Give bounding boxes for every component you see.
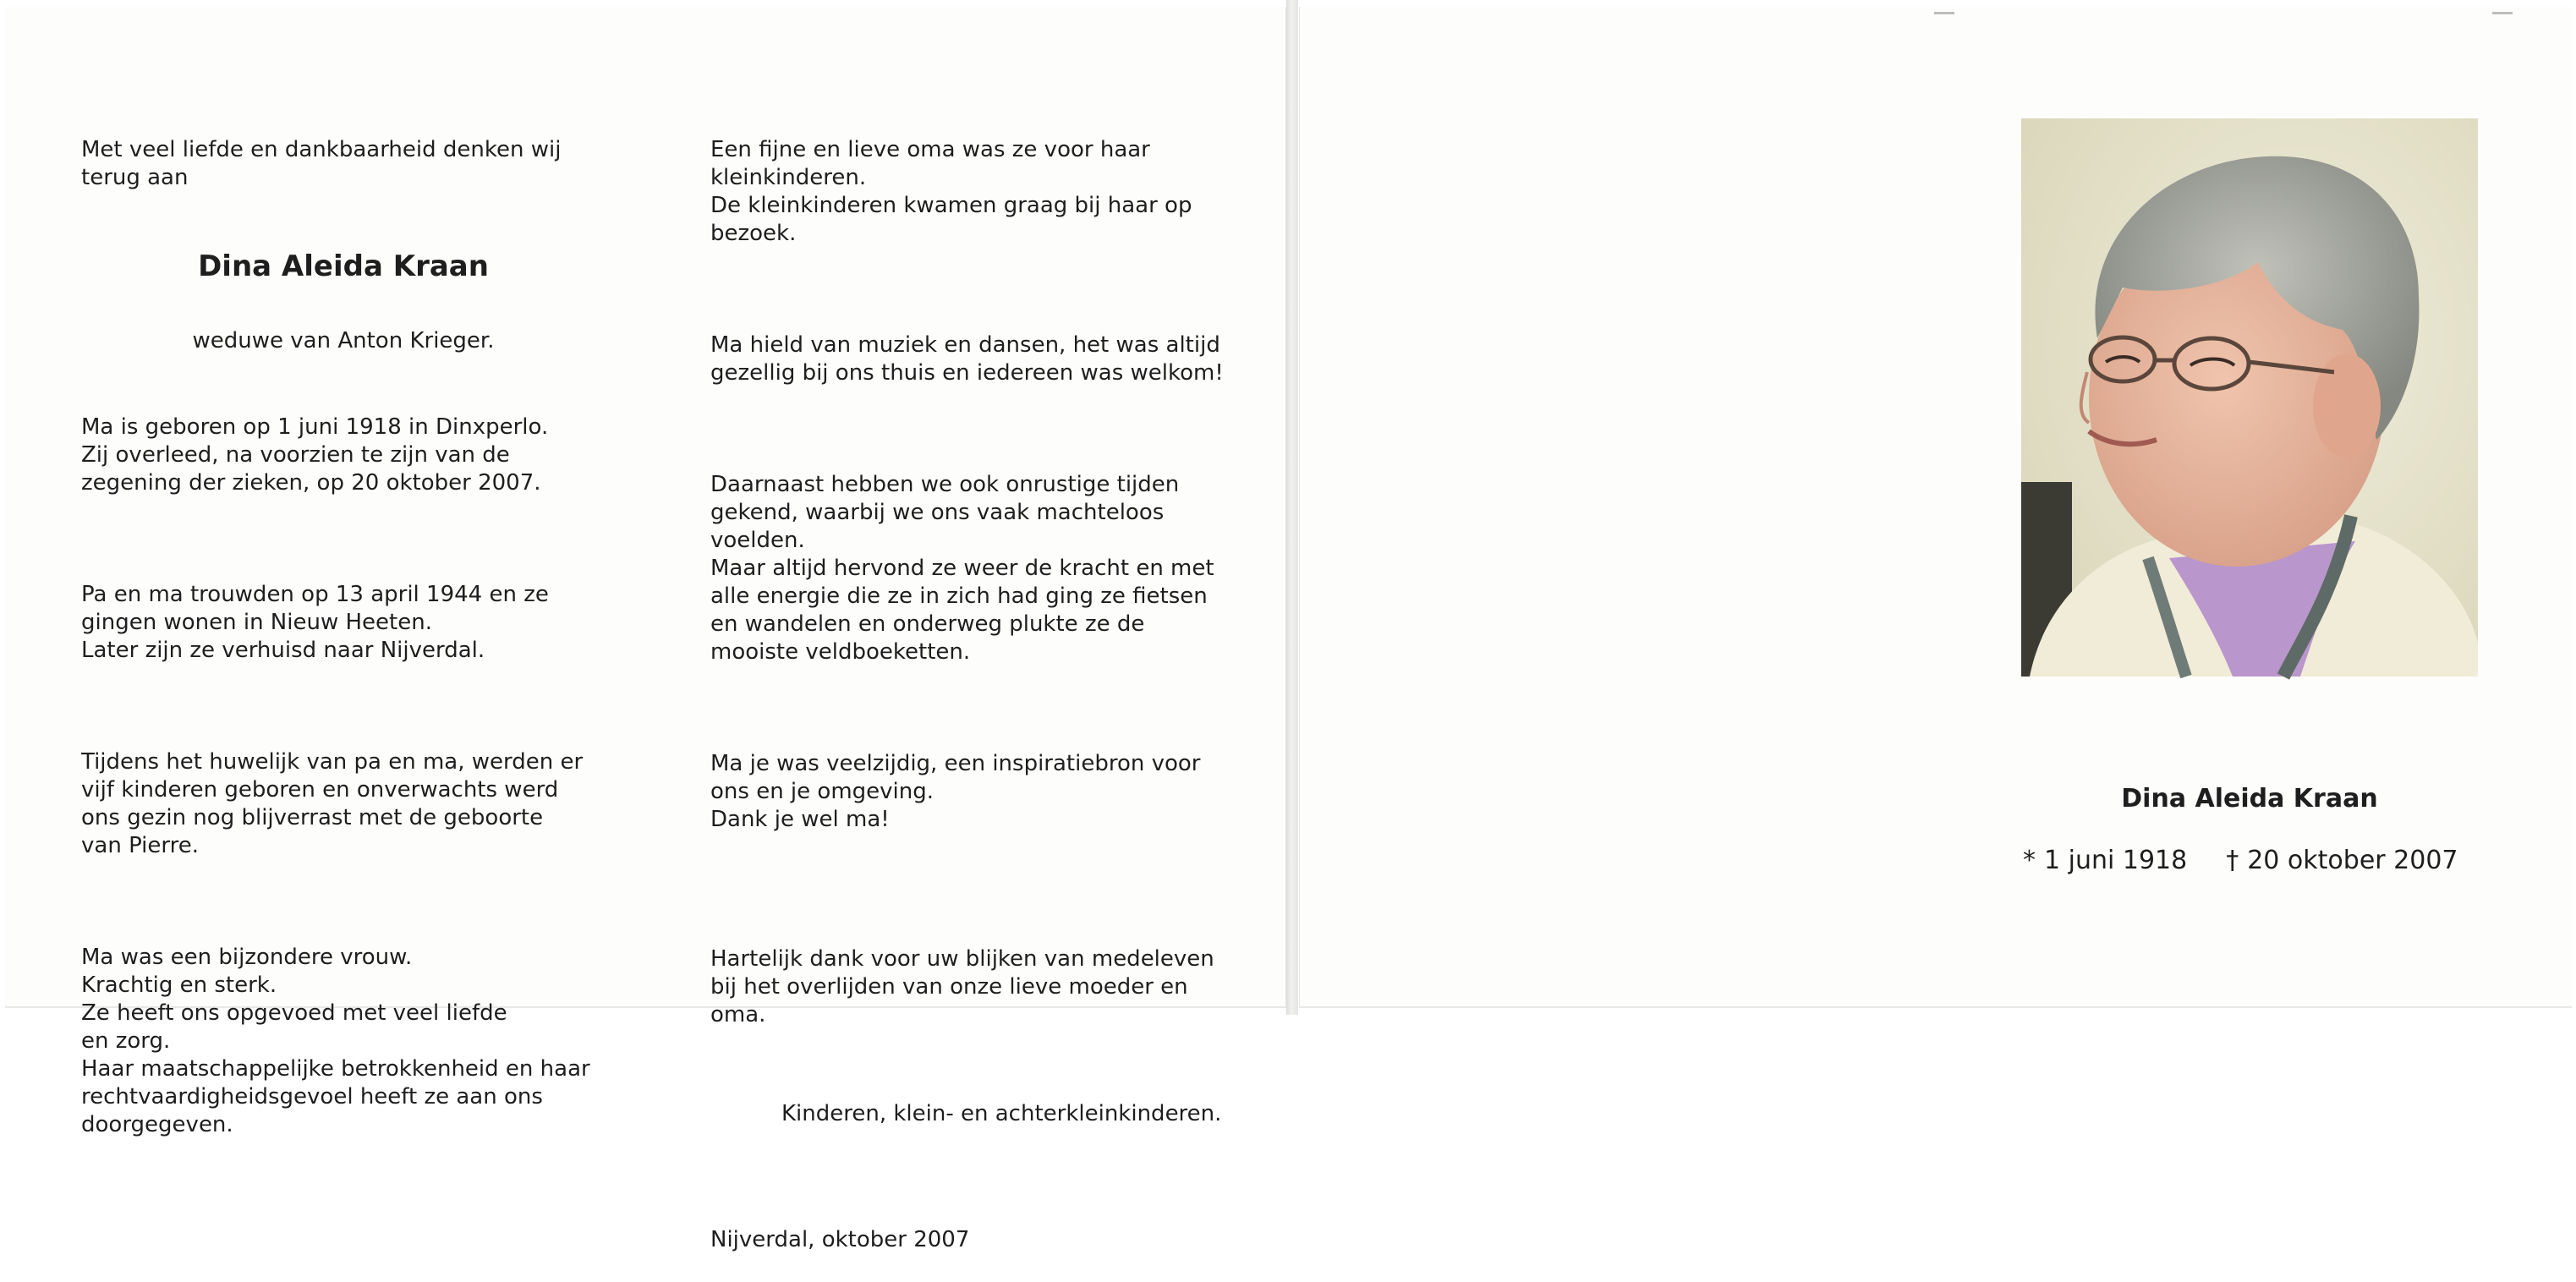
- signoff-text: Kinderen, klein- en achterkleinkinderen.: [781, 1101, 1222, 1126]
- death-date-group: [2226, 844, 2458, 878]
- deceased-name-heading: Dina Aleida Kraan: [198, 249, 489, 283]
- portrait-photo: [2021, 118, 2478, 677]
- hardship-paragraph: Daarnaast hebben we ook onrustige tijden gekend, waarbij we ons vaak machteloos voelden. Maar altijd hervond ze weer de kracht en met alle energie die ze in zich had ging ze fietsen en wandelen en onderweg plukte ze de mooiste veldboeketten.: [710, 472, 1214, 665]
- birth-paragraph: Ma is geboren op 1 juni 1918 in Dinxperlo. Zij overleed, na voorzien te zijn van de zegening der zieken, op 20 oktober 2007.: [81, 414, 549, 496]
- birth-date-group: [2023, 844, 2187, 878]
- thanks-paragraph: Hartelijk dank voor uw blijken van medeleven bij het overlijden van onze lieve moeder en oma.: [710, 946, 1214, 1027]
- widow-line: weduwe van Anton Krieger.: [192, 328, 495, 353]
- music-paragraph: Ma hield van muziek en dansen, het was altijd gezellig bij ons thuis en iedereen was welkom!: [710, 332, 1224, 386]
- character-paragraph: Ma was een bijzondere vrouw. Krachtig en sterk. Ze heeft ons opgevoed met veel liefde en zorg. Haar maatschappelijke betrokkenheid en haar rechtvaardigheidsgevoel heeft ze aan ons doorgegeven.: [81, 945, 590, 1137]
- card-fold: [1286, 0, 1298, 1015]
- grandma-paragraph: Een fijne en lieve oma was ze voor haar kleinkinderen. De kleinkinderen kwamen graag bij haar op bezoek.: [710, 137, 1192, 246]
- front-name-text: Dina Aleida Kraan: [2121, 784, 2378, 814]
- birth-date: 1 juni 1918: [2044, 846, 2188, 875]
- text-column-right: [710, 108, 1252, 1282]
- paper-edge-mark: [2492, 12, 2513, 14]
- children-paragraph: Tijdens het huwelijk van pa en ma, werden er vijf kinderen geboren en onverwachts werd ons gezin nog blijverrast met de geboorte van Pierre.: [81, 749, 584, 858]
- marriage-paragraph: Pa en ma trouwden op 13 april 1944 en ze gingen wonen in Nieuw Heeten. Later zijn ze verhuisd naar Nijverdal.: [81, 582, 549, 663]
- paper-edge-mark: [1934, 12, 1954, 14]
- death-cross-icon: †: [2226, 846, 2239, 875]
- place-date-text: Nijverdal, oktober 2007: [710, 1227, 970, 1252]
- inspiration-paragraph: Ma je was veelzijdig, een inspiratiebron voor ons en je omgeving. Dank je wel ma!: [710, 751, 1201, 832]
- card-inner-left-panel: [5, 7, 1286, 1252]
- intro-text: Met veel liefde en dankbaarheid denken wij terug aan: [81, 137, 562, 190]
- text-column-left: [81, 108, 639, 1167]
- death-date: 20 oktober 2007: [2247, 846, 2458, 875]
- life-dates: [2023, 844, 2497, 878]
- birth-star-icon: *: [2023, 846, 2036, 875]
